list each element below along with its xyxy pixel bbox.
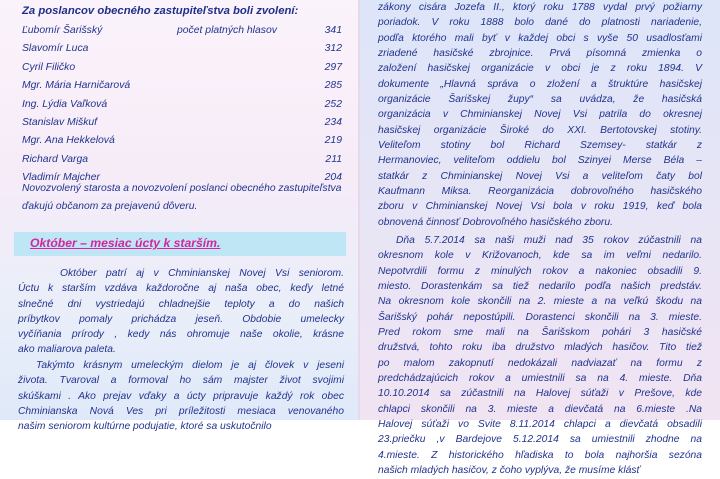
councillor-name: Ľubomír Šarišský [22,25,103,36]
section-title: Október – mesiac úcty k starším. [30,236,221,250]
text-line: hasičskej organizácie Široké do XXI. Bertotovskej stotiny. [378,124,702,136]
councillor-votes: 211 [325,153,342,165]
text-line: chlapci skončili na 3. mieste a dievčatá na 6.mieste .Na [378,403,702,415]
thanks-paragraph: Novozvolený starosta a novozvolení poslanci obecného zastupiteľstva ďakujú občanom za prejavenú dôveru. [22,183,342,212]
councillor-name: Slavomír Luca [22,43,89,55]
text-line: poriadok. V roku 1888 bolo dané do platnosti nariadenie, [378,17,702,29]
column-divider [358,0,360,420]
councillor-votes: 204 [324,172,342,184]
text-line: dokumente „Hlavná správa o zložení a štruktúre hasičskej [378,78,702,90]
text-line: organizácie Šarišskej župy“ sa uvádza, že hasičská [378,94,702,106]
text-line: 23.priečku ,v Bardejove 5.12.2014 sa umiestnili zhodne na [378,434,702,446]
councillor-name: Ing. Lýdia Vaľková [22,98,108,110]
text-line: Pred rokom sme mali na Šarišskom pohári 3 hasičské [378,327,702,339]
text-line: organizácia v Chminianskej Novej Vsi patrila do okresnej [378,109,702,121]
councillor-name: Vladimír Majcher [22,172,100,184]
text-line: Takýmto krásnym umeleckým dielom je aj človek v jeseni [36,360,344,371]
text-line: Úctu k starším vzdáva každoročne aj naša obec, keďy letné [18,283,344,295]
councillors-intro: Za poslancov obecného zastupiteľstva boli zvolení: [22,5,299,17]
text-line: Halovej súťaži vo Svite 8.11.2014 chlapci a dievčatá obsadili [378,419,702,431]
councillor-name: Stanislav Miškuf [22,117,98,128]
votes-column-header: počet platných hlasov [177,25,277,36]
text-line: statkár z Chminianskej Novej Vsi a veliteľom čaty bol [378,170,702,182]
text-line: slnečné dni vystriedajú chladnejšie teploty a do našich [18,298,344,310]
text-line: Na okresnom kole skončili na 2. mieste a na veľkú škodu na [378,296,702,308]
text-line: zriadené hasičské zbrojnice. Prvá písomná zmienka o [378,48,702,60]
councillor-votes: 219 [324,135,342,147]
text-line: predchádzajúcich rokov a umiestnili sa na 4. mieste. Dňa [378,373,702,385]
councillor-votes: 312 [324,43,342,55]
councillor-votes: 285 [324,80,342,92]
text-line: Hermanoviec, veliteľom oddielu bol Szinyei Merse Béla – [378,155,702,167]
seniors-paragraph-1 [18,266,344,358]
text-line: Šarišský pohár nepostúpili. Dorastenci skončili na 3. mieste. [378,311,702,323]
councillor-name: Mgr. Ana Hekkelová [22,135,115,147]
text-line: Dňa 5.7.2014 sa naši muži nad 35 rokov zúčastnili na [396,235,702,246]
text-line: Nepotvrdili formu z minulých rokov a nakoniec obsadili 9. [378,265,702,277]
councillor-votes: 341 [324,25,342,36]
councillor-votes: 252 [324,98,342,110]
councillor-name: Richard Varga [22,153,89,165]
text-line: zboru v Chminianskej Novej Vsi bola v roku 1919, keď bola [378,201,702,213]
text-line: obnovená činnosť Dobrovoľného hasičského zboru. [378,216,613,228]
councillor-votes: 234 [324,117,342,128]
text-line: života. Tvaroval a formoval ho sám majster život svojimi [18,375,344,387]
text-line: Október patrí aj v Chminianskej Novej Vsi seniorom. [60,268,344,279]
text-line: miesto. Dorastenkám sa tiež nedarilo podľa našich predstáv. [378,281,702,293]
text-line: 4.mieste. Z historického hľadiska to bola najhoršia sezóna [378,449,702,461]
text-line: Veliteľom stotiny bol Richard Szemsey- statkár z [378,140,702,152]
text-line: skúškami . Ako prejav vďaky a úcty pripravuje každý rok obec [18,390,344,402]
text-line: družstvá, tohto roku iba družstvo mladých hasičov. Tito tiež [378,342,702,354]
text-line: Kaufmann Miksa. Reorganizácia dobrovoľného hasičského [378,186,702,198]
text-line: ako maliarova paleta. [18,344,116,356]
text-line: 10.10.2014 sa zúčastnili na Halovej súťaži v Prešove, kde [378,388,702,400]
text-line: príbytkov pomaly prichádza jeseň. Obdobie umelecky [18,313,344,325]
firefighters-history-paragraph [378,0,702,230]
text-line: našim seniorom kultúrne podujatie, ktoré sa uskutočnilo [18,421,272,433]
text-line: vyčíňania prírody , kedy nás ohromuje naše okolie, krásne [18,329,344,341]
text-line: Chminianska Nová Ves pri príležitosti mesiaca venovaného [18,405,344,417]
text-line: založení hasičskej organizácie v obci je z roku 1894. V [378,63,702,75]
text-line: zákony cisára Jozefa II., ktorý roku 1788 vydal prvý požiarny [378,2,702,13]
firefighters-results-paragraph [378,233,702,479]
seniors-paragraph-2 [18,358,344,434]
councillor-name: Cyril Filičko [22,61,76,73]
text-line: podľa ktorého mali byť v každej obci s vyše 50 usadlosťami [378,32,702,44]
text-line: okresnom kole v Križovanoch, kde sa im veľmi nedarilo. [378,250,702,262]
councillor-name: Mgr. Mária Harničarová [22,80,131,92]
text-line: našich mladých hasičov, z čoho vyplýva, že musíme klásť [378,465,641,477]
text-line: po malom zakopnutí nedokázali nadviazať na formu z [378,357,702,369]
councillor-votes: 297 [324,61,342,73]
